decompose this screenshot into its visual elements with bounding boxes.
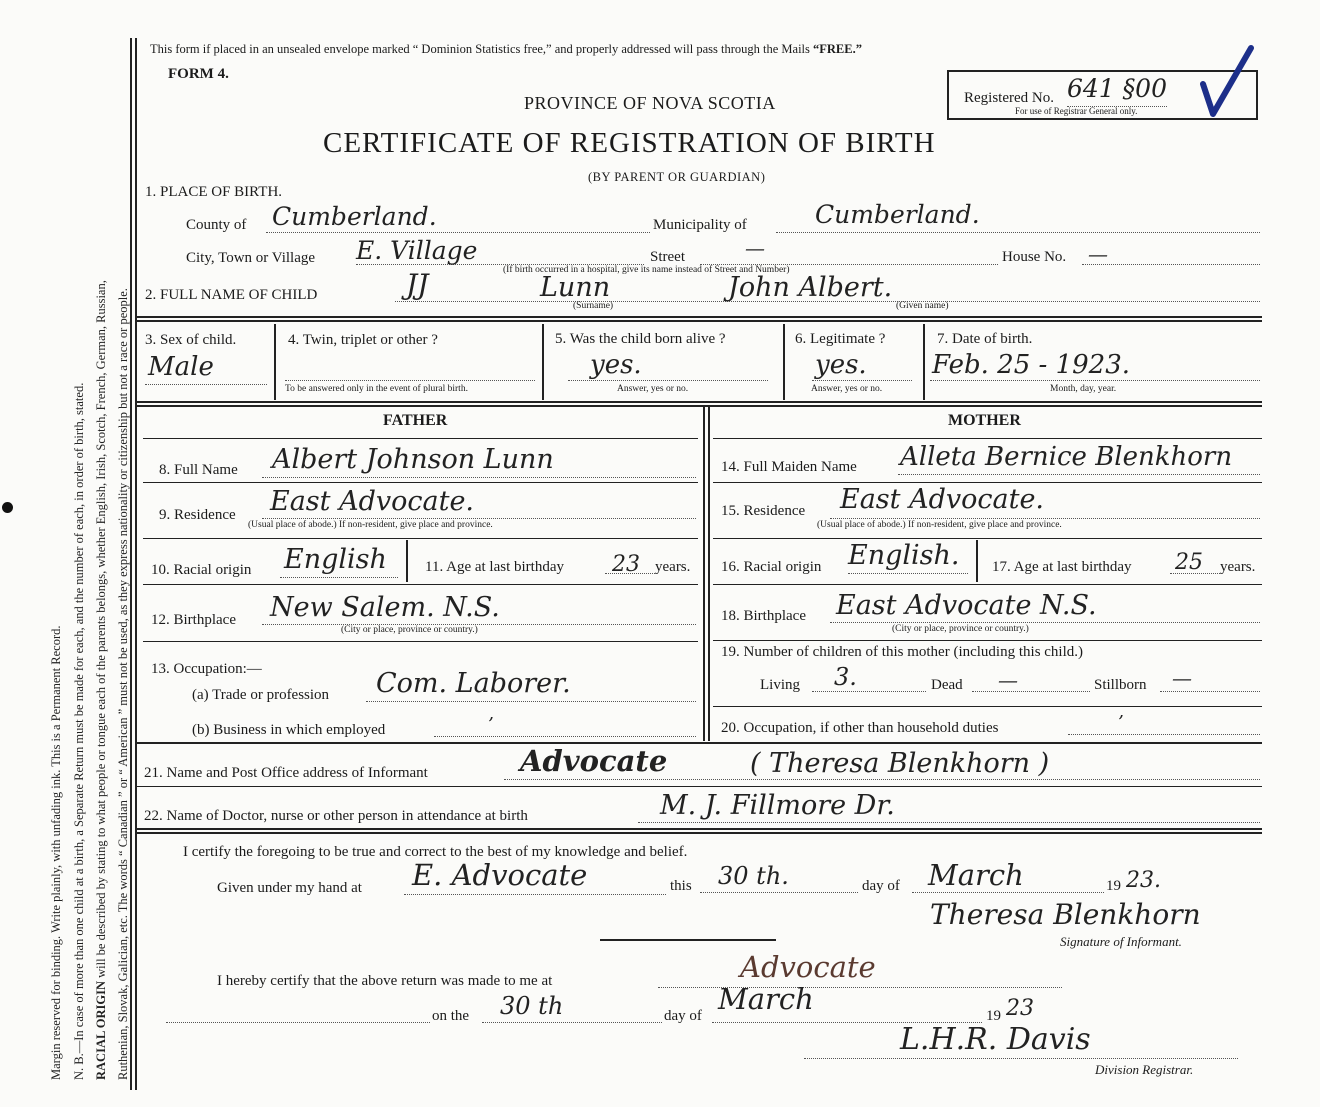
father-business-value: ’ [488, 714, 494, 735]
county-label: County of [186, 217, 247, 233]
registrar-day-value: 30 th [500, 992, 564, 1020]
mother-rule-14 [713, 482, 1262, 483]
mother-residence-label: 15. Residence [721, 503, 806, 519]
mother-name-line [898, 474, 1260, 475]
divider-3-4 [274, 324, 276, 400]
divider-4-5 [542, 324, 544, 400]
doctor-label: 22. Name of Doctor, nurse or other person in attendance at birth [144, 808, 528, 824]
alive-note: Answer, yes or no. [617, 384, 689, 394]
mother-heading: MOTHER [948, 412, 1021, 429]
registrar-on-label: on the [432, 1008, 470, 1024]
father-heading-rule [143, 438, 698, 439]
mother-name-value: Alleta Bernice Blenkhorn [900, 442, 1233, 472]
stillborn-line [1160, 691, 1260, 692]
dead-value: — [998, 668, 1018, 692]
hospital-note: (If birth occurred in a hospital, give its name instead of Street and Number) [503, 265, 790, 275]
street-value: — [745, 236, 765, 260]
binding-rule-inner [135, 38, 137, 1090]
mother-race-label: 16. Racial origin [721, 559, 822, 575]
registrar-signature-line [804, 1058, 1238, 1059]
twin-line [285, 380, 535, 381]
father-race-label: 10. Racial origin [151, 562, 252, 578]
father-residence-line [262, 518, 696, 519]
form-number: FORM 4. [168, 66, 229, 82]
rule-above-sex-2 [137, 320, 1262, 322]
surname-note: (Surname) [573, 301, 614, 311]
mother-race-line [848, 573, 968, 574]
binding-rule [130, 38, 132, 1090]
father-residence-label: 9. Residence [159, 507, 236, 523]
mother-divider-16-17 [976, 540, 978, 582]
dob-label: 7. Date of birth. [937, 331, 1033, 347]
street-label: Street [650, 249, 685, 265]
sex-value: Male [148, 352, 214, 382]
father-birthplace-line [262, 624, 696, 625]
certificate-subtitle: (BY PARENT OR GUARDIAN) [588, 170, 766, 184]
father-business-label: (b) Business in which employed [192, 722, 386, 738]
rule-21 [137, 786, 1262, 787]
place-heading: 1. PLACE OF BIRTH. [145, 184, 283, 200]
municipality-label: Municipality of [653, 217, 747, 233]
dead-line [972, 691, 1090, 692]
mother-birthplace-value: East Advocate N.S. [836, 590, 1097, 621]
doctor-line [638, 822, 1260, 823]
father-trade-label: (a) Trade or profession [192, 687, 330, 703]
father-name-value: Albert Johnson Lunn [272, 444, 554, 475]
mother-heading-rule [713, 438, 1262, 439]
checkmark-icon [1199, 44, 1259, 124]
racial-origin-text: will be described by stating to what people or tongue each of the parents belongs, whether English, Irish, Scotch, French, German, Russian, [94, 280, 108, 978]
father-race-line [280, 577, 398, 578]
father-age-unit: years. [655, 559, 691, 575]
municipality-line [776, 232, 1260, 233]
registrar-place-value: Advocate [740, 950, 876, 984]
informant-line [504, 779, 1260, 780]
child-name-label: 2. FULL NAME OF CHILD [145, 287, 318, 303]
dob-value: Feb. 25 - 1923. [932, 350, 1131, 380]
father-residence-value: East Advocate. [270, 486, 475, 517]
registrar-year-value: 23 [1006, 996, 1034, 1021]
mother-occupation-label: 20. Occupation, if other than household duties [721, 720, 999, 736]
living-label: Living [760, 677, 800, 693]
mail-notice [150, 42, 862, 57]
certify-day-line [700, 892, 858, 893]
twin-note: To be answered only in the event of plural birth. [285, 384, 468, 394]
alive-line [568, 380, 768, 381]
father-name-label: 8. Full Name [159, 462, 238, 478]
registrar-note: For use of Registrar General only. [1015, 106, 1138, 116]
registered-value: 641 §00 [1067, 74, 1167, 103]
divider-5-6 [783, 324, 785, 400]
rule-22-b [137, 832, 1262, 834]
registrar-signature: L.H.R. Davis [900, 1022, 1091, 1057]
child-name-mark: JJ [406, 268, 429, 301]
margin-nb-note: N. B.—In case of more than one child at a birth, a Separate Return must be made for each, and the number of each, in order of birth, stated. [72, 382, 86, 1080]
signature-informant-label: Signature of Informant. [1060, 934, 1182, 949]
city-label: City, Town or Village [186, 250, 316, 266]
mother-rule-16 [713, 584, 1262, 585]
mother-rule-15 [713, 538, 1262, 539]
mail-notice-text: This form if placed in an unsealed envelope marked “ Dominion Statistics free,” and properly addressed will pass through the Mails [150, 42, 810, 56]
registrar-line-left [166, 1022, 430, 1023]
dead-label: Dead [931, 677, 963, 693]
province-heading: PROVINCE OF NOVA SCOTIA [524, 93, 776, 113]
certify-place-line [404, 894, 666, 895]
father-divider-10-11 [406, 540, 408, 582]
certify-year-value: 23. [1126, 868, 1161, 893]
doctor-value: M. J. Fillmore Dr. [660, 790, 895, 821]
parents-divider [703, 407, 705, 741]
father-rule-10 [143, 584, 698, 585]
sex-label: 3. Sex of child. [145, 332, 237, 348]
legit-line [812, 380, 912, 381]
margin-racial-origin-note [94, 280, 109, 1080]
certify-statement: I certify the foregoing to be true and correct to the best of my knowledge and belief. [183, 844, 688, 860]
certify-month-line [912, 892, 1104, 893]
twin-label: 4. Twin, triplet or other ? [288, 332, 438, 348]
house-value: — [1088, 242, 1108, 266]
certify-dayof-label: day of [862, 878, 900, 894]
informant-name: ( Theresa Blenkhorn ) [750, 748, 1050, 779]
certify-month-value: March [928, 858, 1024, 892]
father-birthplace-note: (City or place, province or country.) [341, 625, 478, 635]
registered-label: Registered No. [964, 90, 1054, 106]
stillborn-value: — [1172, 666, 1192, 690]
father-race-value: English [284, 544, 387, 575]
father-name-line [262, 477, 696, 478]
county-line [266, 232, 650, 233]
registered-number-box [947, 70, 1258, 120]
legit-label: 6. Legitimate ? [795, 331, 886, 347]
registrar-month-value: March [718, 982, 814, 1016]
father-birthplace-label: 12. Birthplace [151, 612, 236, 628]
living-line [812, 691, 926, 692]
mother-rule-18 [713, 640, 1262, 641]
registrar-statement: I hereby certify that the above return was made to me at [217, 973, 553, 989]
living-value: 3. [834, 663, 857, 691]
child-surname: Lunn [540, 272, 611, 303]
registrar-year-prefix: 19 [986, 1008, 1001, 1024]
house-line [1082, 264, 1260, 265]
father-trade-value: Com. Laborer. [376, 668, 571, 699]
mother-age-label: 17. Age at last birthday [992, 559, 1132, 575]
mother-age-value: 25 [1175, 550, 1203, 575]
father-occupation-label: 13. Occupation:— [151, 661, 262, 677]
informant-label: 21. Name and Post Office address of Informant [144, 765, 428, 781]
mother-residence-line [830, 518, 1260, 519]
mother-age-unit: years. [1220, 559, 1256, 575]
alive-label: 5. Was the child born alive ? [555, 331, 726, 347]
father-heading: FATHER [383, 412, 448, 429]
alive-value: yes. [590, 350, 642, 380]
father-business-line [434, 736, 696, 737]
mother-occupation-line [1068, 734, 1260, 735]
mother-residence-value: East Advocate. [840, 484, 1045, 515]
registrar-dayof-label: day of [664, 1008, 702, 1024]
mother-occupation-value: ’ [1118, 712, 1124, 733]
mother-birthplace-label: 18. Birthplace [721, 608, 806, 624]
municipality-value: Cumberland. [815, 200, 980, 229]
father-rule-9 [143, 538, 698, 539]
mother-name-label: 14. Full Maiden Name [721, 459, 857, 475]
father-trade-line [366, 701, 696, 702]
father-age-value: 23 [612, 552, 640, 577]
mail-free: “FREE.” [813, 42, 862, 56]
mother-rule-19 [713, 706, 1262, 707]
certify-place-value: E. Advocate [412, 858, 588, 892]
county-value: Cumberland. [272, 202, 437, 231]
given-note: (Given name) [896, 301, 949, 311]
punch-hole-dot [2, 502, 13, 513]
father-age-label: 11. Age at last birthday [425, 559, 564, 575]
father-birthplace-value: New Salem. N.S. [270, 592, 500, 623]
certificate-title: CERTIFICATE OF REGISTRATION OF BIRTH [323, 127, 936, 159]
rule-22 [137, 828, 1262, 830]
legit-note: Answer, yes or no. [811, 384, 883, 394]
divider-6-7 [923, 324, 925, 400]
division-registrar-label: Division Registrar. [1095, 1062, 1194, 1077]
informant-signature: Theresa Blenkhorn [930, 898, 1201, 931]
dob-note: Month, day, year. [1050, 384, 1117, 394]
parents-divider-2 [708, 407, 710, 741]
rule-above-parents [137, 401, 1262, 403]
informant-address: Advocate [520, 744, 668, 778]
rule-above-sex [137, 316, 1262, 318]
city-value: E. Village [356, 236, 478, 265]
margin-nationality-note: Ruthenian, Slovak, Galician, etc. The words “ Canadian ” or “ American ” must not be used, as they express nationality or citizenship but not a race or people. [116, 288, 130, 1080]
father-rule-8 [143, 482, 698, 483]
registrar-day-line [482, 1022, 662, 1023]
certify-this-label: this [670, 878, 692, 894]
legit-value: yes. [815, 350, 867, 380]
sex-line [145, 384, 267, 385]
racial-origin-heading: RACIAL ORIGIN [94, 981, 108, 1080]
mother-birthplace-note: (City or place, province or country.) [892, 624, 1029, 634]
certify-year-prefix: 19 [1106, 878, 1121, 894]
child-given-name: John Albert. [728, 272, 893, 303]
separator-rule [600, 939, 776, 941]
rule-above-parents-2 [137, 405, 1262, 407]
dob-line [930, 380, 1260, 381]
mother-birthplace-line [830, 622, 1260, 623]
mother-residence-note: (Usual place of abode.) If non-resident, give place and province. [817, 520, 1062, 530]
father-rule-12 [143, 641, 698, 642]
certify-given-label: Given under my hand at [217, 880, 362, 896]
mother-race-value: English. [848, 540, 960, 571]
margin-binding-note: Margin reserved for binding. Write plainly, with unfading ink. This is a Permanent Record. [49, 625, 63, 1080]
certify-day-value: 30 th. [718, 862, 789, 890]
house-label: House No. [1002, 249, 1067, 265]
stillborn-label: Stillborn [1094, 677, 1147, 693]
rule-above-informant [137, 742, 1262, 744]
mother-children-label: 19. Number of children of this mother (including this child.) [721, 644, 1084, 660]
father-residence-note: (Usual place of abode.) If non-resident, give place and province. [248, 520, 493, 530]
